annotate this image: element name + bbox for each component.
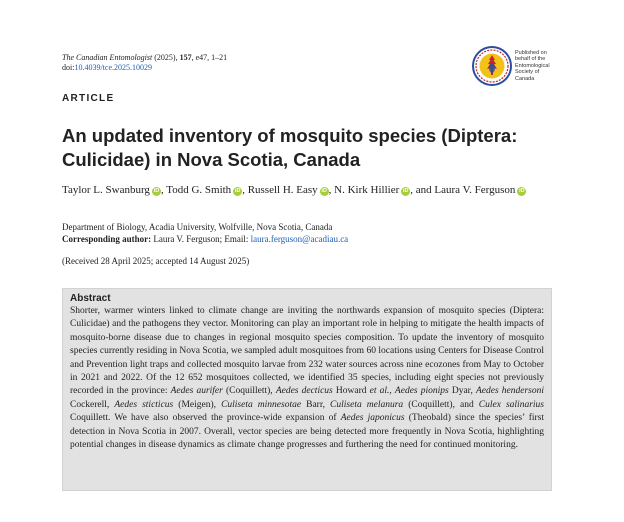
author-name: Todd G. Smith xyxy=(166,184,232,196)
author-separator: , xyxy=(328,184,335,196)
publisher-line: behalf of the xyxy=(515,56,546,63)
author-name: Russell H. Easy xyxy=(247,184,318,196)
author-separator: , xyxy=(160,184,167,196)
abstract-segment: (Theobald) since the species’ first detection in Nova Scotia in 2007. Overall, vector species are being detected more frequently in Nova Scotia, highlighting potential changes in disease dynamics as climate change progresses and furthering the need for continued monitoring. xyxy=(70,413,544,451)
species-name: Aedes sticticus xyxy=(114,399,174,410)
abstract-segment: Dyar, xyxy=(448,386,476,397)
abstract-segment: Howard xyxy=(332,386,370,397)
received-dates: (Received 28 April 2025; accepted 14 August 2025) xyxy=(62,256,250,266)
entomological-society-seal-icon xyxy=(472,46,512,86)
species-name: et al. xyxy=(369,386,390,397)
orcid-icon[interactable]: iD xyxy=(153,188,160,194)
abstract-segment: (Coquillett), and xyxy=(403,399,479,410)
species-name: Aedes decticus xyxy=(275,386,333,397)
orcid-icon[interactable]: iD xyxy=(321,188,327,194)
species-name: Aedes pionips xyxy=(394,386,449,397)
abstract-text xyxy=(70,305,544,452)
journal-name: The Canadian Entomologist xyxy=(62,53,153,62)
abstract-heading: Abstract xyxy=(70,293,111,304)
article-title: An updated inventory of mosquito species (Diptera: Culicidae) in Nova Scotia, Canada xyxy=(62,125,518,170)
author-separator: , xyxy=(242,184,248,196)
species-name: Culiseta melanura xyxy=(330,399,404,410)
author-name: Laura V. Ferguson xyxy=(434,184,516,196)
abstract-segment: (Meigen), xyxy=(173,399,222,410)
orcid-icon[interactable]: iD xyxy=(234,188,241,194)
article-type-label: ARTICLE xyxy=(62,93,115,104)
affiliation: Department of Biology, Acadia University, Wolfville, Nova Scotia, Canada xyxy=(62,222,333,232)
journal-citation xyxy=(62,52,227,63)
publisher-line: Entomological xyxy=(515,62,550,69)
corresponding-author xyxy=(62,234,348,244)
abstract-box xyxy=(62,288,552,491)
doi-line xyxy=(62,63,152,72)
email-link[interactable]: laura.ferguson@acadiau.ca xyxy=(250,234,349,244)
corresponding-name: Laura V. Ferguson; Email: xyxy=(151,234,251,244)
doi-prefix: doi: xyxy=(62,63,75,72)
author-name: N. Kirk Hillier xyxy=(334,184,400,196)
species-name: Aedes aurifer xyxy=(170,386,223,397)
species-name: Culex salinarius xyxy=(478,399,544,410)
abstract-segment: Cockerell, xyxy=(70,399,115,410)
journal-pages: , e47, 1–21 xyxy=(191,53,228,62)
publisher-line: Canada xyxy=(515,75,535,82)
corresponding-label: Corresponding author: xyxy=(62,234,152,244)
journal-year: (2025), xyxy=(152,53,180,62)
author-separator: , and xyxy=(410,184,435,196)
abstract-segment: (Coquillett), xyxy=(222,386,276,397)
abstract-segment: Barr, xyxy=(301,399,331,410)
publisher-line: Society of xyxy=(515,69,540,76)
abstract-segment: Coquillett. We have also observed the province-wide expansion of xyxy=(70,413,341,424)
orcid-icon[interactable]: iD xyxy=(519,188,525,194)
orcid-icon[interactable]: iD xyxy=(403,188,409,194)
abstract-segment: , xyxy=(389,386,395,397)
journal-volume: 157 xyxy=(179,53,192,62)
species-name: Aedes japonicus xyxy=(340,413,405,424)
publisher-line: Published on xyxy=(515,50,547,56)
doi-link[interactable]: 10.4039/tce.2025.10029 xyxy=(74,63,152,72)
species-name: Aedes hendersoni xyxy=(475,386,545,397)
species-name: Culiseta minnesotae xyxy=(221,399,302,410)
author-name: Taylor L. Swanburg xyxy=(62,184,150,196)
author-list xyxy=(62,183,542,198)
publisher-note xyxy=(515,50,575,82)
abstract-segment: Shorter, warmer winters linked to climate change are inviting the northwards expansion of mosquito species (Diptera: Culicidae) and the pathogens they vector. Monitoring can play an important role in helping to mitigate the health impacts of mosquito-borne disease due to changes in regional mosquito species composition. To update the inventory of mosquito species currently residing in Nova Scotia, we sampled adult mosquitoes from 60 locations using Centers for Disease Control and Prevention light traps and collected mosquito larvae from 232 water sources across nine ecozones from May to October in 2021 and 2022. Of the 12 652 mosquitoes collected, we identified 35 species, including eight species not previously recorded in the province: xyxy=(70,306,544,397)
